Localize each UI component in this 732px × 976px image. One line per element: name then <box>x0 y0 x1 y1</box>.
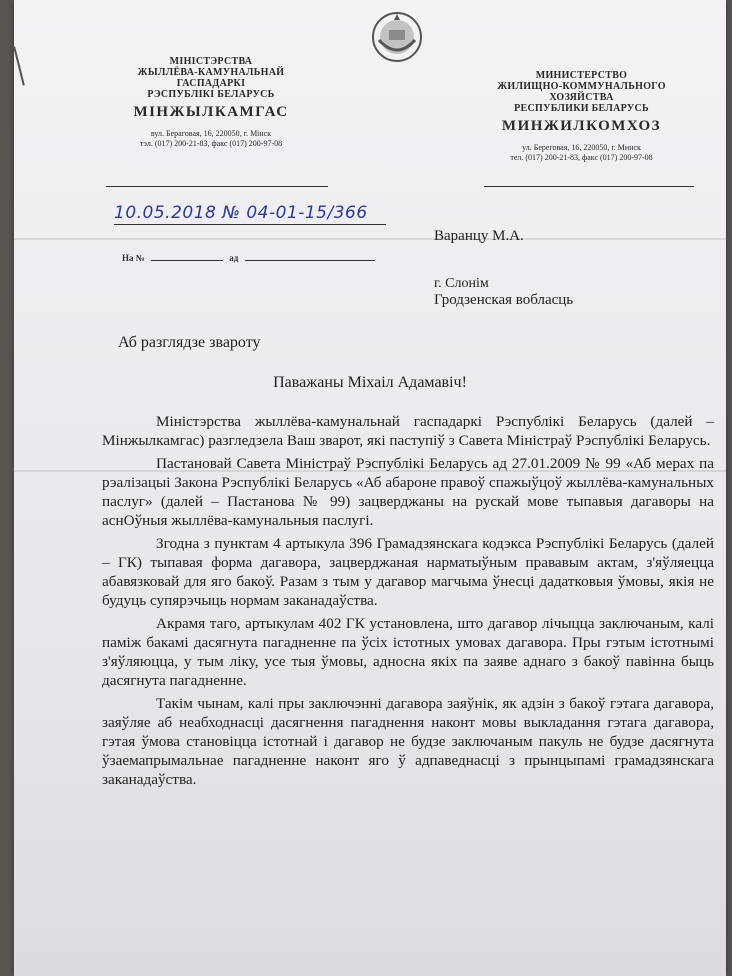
letterhead-right-rule <box>484 186 694 187</box>
body-paragraph: Міністэрства жыллёва-камунальнай гаспадаркі Рэспублікі Беларусь (далей – Мінжылкамгас) разгледзела Ваш зварот, які паступіў з Савета Міністраў Рэспублікі Беларусь. <box>102 413 714 449</box>
letter-page <box>14 0 726 976</box>
ad-label: ад <box>229 253 239 263</box>
state-emblem-icon <box>369 10 425 64</box>
letterhead-left-line4: РЭСПУБЛІКІ БЕЛАРУСЬ <box>147 89 275 100</box>
reply-reference-line <box>122 253 375 263</box>
letterhead-right <box>474 70 689 163</box>
body-paragraph: Акрамя таго, артыкулам 402 ГК установлена, што дагавор лічыцца заключаным, калі паміж бакамі дасягнута пагадненне па ўсіх істотных умовах дагавора. Пры гэтым істотнымі з'яўляюцца, у тым ліку, усе тыя ўмовы, адносна якіх па заяве аднаго з бакоў павінна быць дасягнута пагадненне. <box>102 615 714 689</box>
na-no-blank <box>151 260 223 261</box>
letterhead-left-rule <box>106 186 328 187</box>
letterhead-left-line1: МІНІСТЭРСТВА <box>169 56 253 67</box>
letter-subject: Аб разглядзе звароту <box>118 334 261 351</box>
body-paragraph: Згодна з пунктам 4 артыкула 396 Грамадзянскага кодэкса Рэспублікі Беларусь (далей – ГК) тыпавая форма дагавора, зацверджаная нарматыўным прававым актам, з'яўляецца абавязковай для яго бакоў. Разам з тым у дагавор магчыма ўнесці дадатковыя ўмовы, якія не будуць супярэчыць нормам заканадаўства. <box>102 535 714 609</box>
letterhead-right-line1: МИНИСТЕРСТВО <box>535 70 628 81</box>
letterhead-left <box>106 56 316 149</box>
recipient-region: Гродзенская вобласць <box>434 292 574 308</box>
ad-blank <box>245 260 375 261</box>
letterhead-right-addr2: тел. (017) 200-21-83, факс (017) 200-97-08 <box>510 153 653 162</box>
letterhead-left-line3: ГАСПАДАРКІ <box>176 78 246 89</box>
letter-salutation: Паважаны Міхаіл Адамавіч! <box>273 374 467 391</box>
letterhead-right-addr1: ул. Береговая, 16, 220050, г. Минск <box>522 143 641 152</box>
body-paragraph: Такім чынам, калі пры заключэнні дагавора заяўнік, як адзін з бакоў гэтага дагавора, заяўляе аб неабходнасці дасягнення пагаднення наконт мовы выкладання гэтага дагавора, гэтая ўмова становіцца істотнай і дагавор не будзе заключаным пакуль не будзе дасягнута ўзаемапрымальнае пагадненне наконт яго ў адпаведнасці з прынцыпамі грамадзянскага заканадаўства. <box>102 695 714 788</box>
fold-line <box>14 238 726 240</box>
letterhead-left-short: МІНЖЫЛКАМГАС <box>133 104 289 120</box>
na-no-label: На № <box>122 253 145 263</box>
letterhead-right-line2: ЖИЛИЩНО-КОММУНАЛЬНОГО <box>497 81 666 92</box>
letterhead-left-line2: ЖЫЛЛЁВА-КАМУНАЛЬНАЙ <box>137 67 285 78</box>
recipient-name: Варанцу М.А. <box>434 228 524 244</box>
letterhead-right-line3: ХОЗЯЙСТВА <box>549 92 614 103</box>
letterhead-left-addr2: тэл. (017) 200-21-83, факс (017) 200-97-08 <box>139 139 283 148</box>
letterhead-right-short: МИНЖИЛКОМХОЗ <box>501 118 662 134</box>
letterhead-right-line4: РЕСПУБЛИКИ БЕЛАРУСЬ <box>514 103 649 114</box>
body-paragraph: Пастановай Савета Міністраў Рэспублікі Беларусь ад 27.01.2009 № 99 «Аб мерах па рэалізацыі Закона Рэспублікі Беларусь «Аб абароне правоў спажыўцоў жыллёва-камунальных паслуг» (далей – Пастанова № 99) зацверджаны на рускай мове тыпавыя дагаворы на аснОўныя жыллёва-камунальныя паслугі. <box>102 455 714 529</box>
reference-underline <box>114 224 386 225</box>
handwritten-reference: 10.05.2018 № 04-01-15/366 <box>114 203 368 223</box>
letterhead-left-addr1: вул. Бераговая, 16, 220050, г. Мінск <box>150 129 272 138</box>
letter-body <box>102 412 714 793</box>
recipient-city: г. Слонім <box>434 276 489 291</box>
